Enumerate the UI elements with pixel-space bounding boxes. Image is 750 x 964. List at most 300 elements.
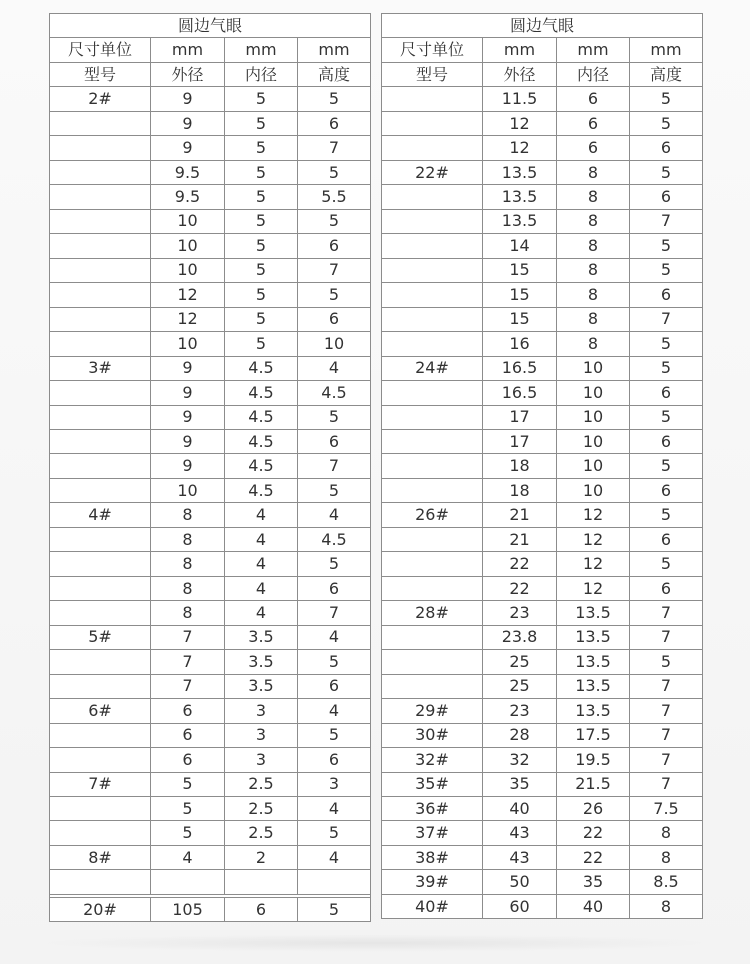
outer-diameter-cell: 15 xyxy=(483,283,557,307)
model-cell xyxy=(382,674,483,698)
model-cell: 37# xyxy=(382,821,483,845)
page-shadow xyxy=(32,934,718,952)
outer-diameter-cell: 14 xyxy=(483,234,557,258)
model-cell xyxy=(382,185,483,209)
inner-diameter-cell: 2.5 xyxy=(225,821,298,845)
height-cell: 4 xyxy=(298,797,371,821)
table-row xyxy=(382,894,703,918)
table-row xyxy=(382,405,703,429)
outer-diameter-cell: 12 xyxy=(483,136,557,160)
table-row xyxy=(50,601,371,625)
outer-diameter-cell: 17 xyxy=(483,429,557,453)
table-row xyxy=(50,234,371,258)
outer-diameter-cell: 35 xyxy=(483,772,557,796)
height-cell: 5 xyxy=(298,723,371,747)
table-row xyxy=(382,160,703,184)
table-row xyxy=(382,845,703,869)
outer-diameter-cell: 9 xyxy=(151,111,225,135)
model-cell xyxy=(382,527,483,551)
table-row xyxy=(50,381,371,405)
height-cell: 5 xyxy=(630,503,703,527)
height-cell: 7 xyxy=(298,454,371,478)
height-unit-header: mm xyxy=(298,38,371,62)
inner-diameter-cell: 13.5 xyxy=(557,699,630,723)
height-cell: 5 xyxy=(298,821,371,845)
table-row xyxy=(50,454,371,478)
table-row xyxy=(382,87,703,111)
outer-diameter-cell: 12 xyxy=(483,111,557,135)
inner-diameter-cell: 22 xyxy=(557,845,630,869)
height-cell: 6 xyxy=(630,576,703,600)
outer-diameter-cell: 15 xyxy=(483,307,557,331)
model-cell xyxy=(50,650,151,674)
table-row xyxy=(382,797,703,821)
outer-diameter-cell: 43 xyxy=(483,845,557,869)
table-row xyxy=(382,356,703,380)
table-row xyxy=(382,870,703,894)
table-row xyxy=(50,552,371,576)
table-row xyxy=(382,527,703,551)
inner-diameter-cell xyxy=(225,870,298,894)
height-cell: 7 xyxy=(298,136,371,160)
outer-diameter-cell: 7 xyxy=(151,625,225,649)
table-row xyxy=(50,136,371,160)
table-row xyxy=(382,307,703,331)
height-cell: 6 xyxy=(298,307,371,331)
table-row xyxy=(50,283,371,307)
table-title: 圆边气眼 xyxy=(382,14,703,38)
inner-diameter-cell: 5 xyxy=(225,136,298,160)
model-cell xyxy=(50,748,151,772)
outer-diameter-cell: 9 xyxy=(151,405,225,429)
model-cell xyxy=(50,185,151,209)
model-cell: 35# xyxy=(382,772,483,796)
model-cell xyxy=(50,209,151,233)
unit-header-row xyxy=(382,38,703,62)
height-cell: 10 xyxy=(298,332,371,356)
outer-diameter-cell: 13.5 xyxy=(483,160,557,184)
outer-diameter-cell: 21 xyxy=(483,527,557,551)
height-header: 高度 xyxy=(630,62,703,86)
model-cell xyxy=(50,332,151,356)
height-cell: 6 xyxy=(298,429,371,453)
outer-diameter-cell: 25 xyxy=(483,674,557,698)
model-cell: 20# xyxy=(50,897,151,921)
inner-diameter-cell: 3 xyxy=(225,699,298,723)
model-cell xyxy=(50,381,151,405)
inner-diameter-cell: 12 xyxy=(557,503,630,527)
table-row xyxy=(50,160,371,184)
inner-diameter-cell: 8 xyxy=(557,234,630,258)
table-row xyxy=(382,332,703,356)
outer-diameter-cell: 9 xyxy=(151,356,225,380)
height-cell: 7 xyxy=(630,601,703,625)
inner-diameter-cell: 8 xyxy=(557,209,630,233)
table-row xyxy=(50,576,371,600)
inner-diameter-cell: 10 xyxy=(557,454,630,478)
outer-diameter-cell: 9 xyxy=(151,381,225,405)
model-cell xyxy=(382,87,483,111)
model-cell: 36# xyxy=(382,797,483,821)
model-header: 型号 xyxy=(50,62,151,86)
inner-diameter-cell: 12 xyxy=(557,576,630,600)
inner-diameter-cell: 5 xyxy=(225,185,298,209)
outer-diameter-cell: 9 xyxy=(151,136,225,160)
outer-diameter-cell: 32 xyxy=(483,748,557,772)
model-cell xyxy=(50,478,151,502)
outer-diameter-cell: 17 xyxy=(483,405,557,429)
inner-diameter-cell: 5 xyxy=(225,209,298,233)
table-row xyxy=(382,625,703,649)
inner-diameter-cell: 4.5 xyxy=(225,405,298,429)
inner-diameter-cell: 4.5 xyxy=(225,381,298,405)
inner-diameter-cell: 2.5 xyxy=(225,797,298,821)
model-cell xyxy=(50,405,151,429)
table-row xyxy=(50,797,371,821)
height-cell: 7.5 xyxy=(630,797,703,821)
model-cell xyxy=(50,283,151,307)
height-cell: 6 xyxy=(630,478,703,502)
outer-diameter-cell: 9 xyxy=(151,454,225,478)
inner-diameter-cell: 5 xyxy=(225,258,298,282)
height-cell: 6 xyxy=(298,111,371,135)
outer-diameter-cell: 8 xyxy=(151,527,225,551)
inner-diameter-cell: 8 xyxy=(557,307,630,331)
inner-diameter-cell: 13.5 xyxy=(557,625,630,649)
outer-diameter-cell: 10 xyxy=(151,234,225,258)
table-row xyxy=(382,454,703,478)
table-row xyxy=(382,576,703,600)
table-row-last xyxy=(50,897,371,921)
inner-diameter-cell: 19.5 xyxy=(557,748,630,772)
height-cell: 4 xyxy=(298,625,371,649)
model-cell xyxy=(50,870,151,894)
inner-diameter-cell: 4 xyxy=(225,576,298,600)
table-row xyxy=(382,258,703,282)
outer-diameter-cell: 9 xyxy=(151,87,225,111)
table-row xyxy=(50,748,371,772)
table-row xyxy=(50,111,371,135)
outer-diameter-cell: 9.5 xyxy=(151,185,225,209)
height-cell: 5 xyxy=(630,87,703,111)
inner-diameter-cell: 10 xyxy=(557,381,630,405)
inner-diameter-cell: 8 xyxy=(557,258,630,282)
table-row xyxy=(50,821,371,845)
height-cell: 7 xyxy=(630,625,703,649)
model-cell xyxy=(50,576,151,600)
inner-diameter-cell: 13.5 xyxy=(557,601,630,625)
inner-diameter-cell: 10 xyxy=(557,429,630,453)
model-cell xyxy=(382,552,483,576)
inner-diameter-cell: 4 xyxy=(225,503,298,527)
outer-diameter-cell: 6 xyxy=(151,748,225,772)
table-row xyxy=(382,234,703,258)
inner-diameter-cell: 17.5 xyxy=(557,723,630,747)
table-row xyxy=(50,307,371,331)
model-cell xyxy=(50,307,151,331)
outer-diameter-cell: 7 xyxy=(151,674,225,698)
height-cell: 5 xyxy=(298,283,371,307)
model-cell xyxy=(50,111,151,135)
height-cell: 7 xyxy=(630,209,703,233)
inner-diameter-cell: 12 xyxy=(557,552,630,576)
height-cell: 5 xyxy=(630,111,703,135)
outer-diameter-cell: 4 xyxy=(151,845,225,869)
height-cell: 4.5 xyxy=(298,527,371,551)
model-cell: 24# xyxy=(382,356,483,380)
height-cell: 5 xyxy=(298,405,371,429)
model-cell xyxy=(382,283,483,307)
inner-unit-header: mm xyxy=(225,38,298,62)
height-cell: 4 xyxy=(298,699,371,723)
height-cell: 6 xyxy=(298,748,371,772)
height-header: 高度 xyxy=(298,62,371,86)
inner-diameter-cell: 10 xyxy=(557,405,630,429)
height-cell: 4 xyxy=(298,845,371,869)
model-cell xyxy=(382,136,483,160)
inner-diameter-cell: 5 xyxy=(225,160,298,184)
table-row xyxy=(50,625,371,649)
outer-diameter-cell: 22 xyxy=(483,576,557,600)
inner-diameter-cell: 5 xyxy=(225,234,298,258)
outer-diameter-cell: 10 xyxy=(151,209,225,233)
height-cell: 8 xyxy=(630,845,703,869)
inner-diameter-cell: 5 xyxy=(225,307,298,331)
table-row xyxy=(382,381,703,405)
inner-diameter-cell: 12 xyxy=(557,527,630,551)
height-cell: 6 xyxy=(630,381,703,405)
inner-diameter-cell: 3 xyxy=(225,723,298,747)
size-unit-header: 尺寸单位 xyxy=(50,38,151,62)
model-cell xyxy=(50,160,151,184)
inner-diameter-cell: 13.5 xyxy=(557,650,630,674)
inner-diameter-cell: 13.5 xyxy=(557,674,630,698)
height-cell: 7 xyxy=(630,723,703,747)
model-cell xyxy=(382,576,483,600)
table-title-row xyxy=(382,14,703,38)
model-cell xyxy=(382,454,483,478)
inner-diameter-cell: 4 xyxy=(225,552,298,576)
outer-diameter-cell: 25 xyxy=(483,650,557,674)
outer-diameter-cell: 18 xyxy=(483,478,557,502)
model-cell xyxy=(50,234,151,258)
outer-diameter-cell: 28 xyxy=(483,723,557,747)
column-header-row xyxy=(50,62,371,86)
inner-diameter-cell: 4.5 xyxy=(225,356,298,380)
inner-diameter-cell: 6 xyxy=(557,111,630,135)
height-cell: 5 xyxy=(630,234,703,258)
height-cell: 7 xyxy=(298,258,371,282)
outer-diameter-cell: 23 xyxy=(483,699,557,723)
height-cell: 8 xyxy=(630,894,703,918)
model-cell xyxy=(50,723,151,747)
height-cell: 5 xyxy=(630,160,703,184)
model-cell: 4# xyxy=(50,503,151,527)
table-row xyxy=(50,209,371,233)
inner-diameter-cell: 8 xyxy=(557,332,630,356)
inner-diameter-cell: 40 xyxy=(557,894,630,918)
outer-diameter-cell: 23 xyxy=(483,601,557,625)
outer-diameter-cell: 15 xyxy=(483,258,557,282)
outer-diameter-cell: 6 xyxy=(151,723,225,747)
inner-diameter-cell: 21.5 xyxy=(557,772,630,796)
outer-diameter-cell: 105 xyxy=(151,897,225,921)
model-cell xyxy=(50,552,151,576)
model-cell xyxy=(50,674,151,698)
outer-diameter-cell: 21 xyxy=(483,503,557,527)
outer-diameter-cell: 8 xyxy=(151,503,225,527)
inner-diameter-cell: 10 xyxy=(557,356,630,380)
height-cell: 6 xyxy=(630,429,703,453)
inner-diameter-cell: 5 xyxy=(225,111,298,135)
inner-diameter-cell: 3.5 xyxy=(225,650,298,674)
model-cell xyxy=(50,429,151,453)
model-cell: 22# xyxy=(382,160,483,184)
table-row xyxy=(382,650,703,674)
table-row xyxy=(382,283,703,307)
model-cell: 29# xyxy=(382,699,483,723)
eyelet-spec-table-left xyxy=(49,13,371,922)
eyelet-spec-table-right xyxy=(381,13,703,919)
height-cell: 6 xyxy=(298,674,371,698)
table-row xyxy=(50,699,371,723)
model-cell xyxy=(50,527,151,551)
model-cell xyxy=(382,332,483,356)
table-row xyxy=(382,552,703,576)
height-cell: 5 xyxy=(630,650,703,674)
inner-diameter-cell: 4.5 xyxy=(225,478,298,502)
table-row xyxy=(50,650,371,674)
table-row xyxy=(50,674,371,698)
model-cell: 30# xyxy=(382,723,483,747)
model-cell xyxy=(382,209,483,233)
table-row xyxy=(50,258,371,282)
model-header: 型号 xyxy=(382,62,483,86)
model-cell: 5# xyxy=(50,625,151,649)
height-cell: 3 xyxy=(298,772,371,796)
inner-diameter-cell: 5 xyxy=(225,87,298,111)
model-cell: 3# xyxy=(50,356,151,380)
model-cell xyxy=(382,429,483,453)
table-row xyxy=(382,185,703,209)
height-cell: 4 xyxy=(298,356,371,380)
outer-diameter-cell: 16.5 xyxy=(483,356,557,380)
model-cell xyxy=(50,601,151,625)
inner-diameter-cell: 22 xyxy=(557,821,630,845)
table-row xyxy=(382,478,703,502)
inner-diameter-cell: 4.5 xyxy=(225,454,298,478)
outer-diameter-cell: 8 xyxy=(151,601,225,625)
outer-diameter-cell: 7 xyxy=(151,650,225,674)
table-row xyxy=(382,503,703,527)
height-cell: 5 xyxy=(630,258,703,282)
height-cell: 6 xyxy=(298,576,371,600)
outer-diameter-cell: 6 xyxy=(151,699,225,723)
outer-diameter-cell: 60 xyxy=(483,894,557,918)
table-row xyxy=(382,748,703,772)
height-cell: 5 xyxy=(630,405,703,429)
height-cell xyxy=(298,870,371,894)
outer-diameter-cell: 10 xyxy=(151,478,225,502)
table-row xyxy=(50,185,371,209)
height-cell: 7 xyxy=(630,748,703,772)
model-cell xyxy=(50,454,151,478)
height-cell: 6 xyxy=(630,527,703,551)
table-row xyxy=(50,405,371,429)
height-cell: 8.5 xyxy=(630,870,703,894)
table-row xyxy=(382,111,703,135)
model-cell xyxy=(382,258,483,282)
inner-diameter-cell: 26 xyxy=(557,797,630,821)
model-cell xyxy=(50,821,151,845)
outer-diameter-header: 外径 xyxy=(483,62,557,86)
outer-diameter-cell: 10 xyxy=(151,258,225,282)
height-cell: 5 xyxy=(298,897,371,921)
table-row xyxy=(382,772,703,796)
inner-diameter-cell: 3 xyxy=(225,748,298,772)
size-unit-header: 尺寸单位 xyxy=(382,38,483,62)
outer-diameter-cell: 23.8 xyxy=(483,625,557,649)
height-cell: 5 xyxy=(298,87,371,111)
table-row xyxy=(50,87,371,111)
table-row xyxy=(382,601,703,625)
table-row xyxy=(382,429,703,453)
table-title-row xyxy=(50,14,371,38)
height-cell: 4.5 xyxy=(298,381,371,405)
height-cell: 5 xyxy=(298,160,371,184)
outer-diameter-cell: 5 xyxy=(151,821,225,845)
height-cell: 5.5 xyxy=(298,185,371,209)
table-row xyxy=(50,527,371,551)
model-cell xyxy=(382,625,483,649)
table-row xyxy=(50,723,371,747)
table-title: 圆边气眼 xyxy=(50,14,371,38)
outer-diameter-cell: 11.5 xyxy=(483,87,557,111)
height-cell: 6 xyxy=(630,136,703,160)
outer-diameter-cell: 40 xyxy=(483,797,557,821)
table-row xyxy=(382,209,703,233)
inner-diameter-cell: 3.5 xyxy=(225,625,298,649)
height-cell: 4 xyxy=(298,503,371,527)
outer-diameter-cell: 5 xyxy=(151,797,225,821)
outer-diameter-cell: 8 xyxy=(151,552,225,576)
model-cell xyxy=(382,381,483,405)
model-cell xyxy=(382,650,483,674)
height-cell: 6 xyxy=(630,283,703,307)
inner-diameter-cell: 5 xyxy=(225,332,298,356)
height-cell: 7 xyxy=(298,601,371,625)
inner-diameter-header: 内径 xyxy=(225,62,298,86)
table-row xyxy=(50,429,371,453)
table-row xyxy=(50,332,371,356)
inner-diameter-cell: 6 xyxy=(225,897,298,921)
table-row xyxy=(382,723,703,747)
outer-diameter-cell xyxy=(151,870,225,894)
height-cell: 6 xyxy=(298,234,371,258)
height-cell: 6 xyxy=(630,185,703,209)
height-unit-header: mm xyxy=(630,38,703,62)
inner-diameter-cell: 4.5 xyxy=(225,429,298,453)
height-cell: 7 xyxy=(630,772,703,796)
outer-diameter-cell: 50 xyxy=(483,870,557,894)
outer-diameter-cell: 10 xyxy=(151,332,225,356)
inner-diameter-cell: 3.5 xyxy=(225,674,298,698)
outer-diameter-cell: 16 xyxy=(483,332,557,356)
inner-diameter-cell: 2 xyxy=(225,845,298,869)
outer-diameter-header: 外径 xyxy=(151,62,225,86)
inner-diameter-cell: 5 xyxy=(225,283,298,307)
inner-diameter-cell: 35 xyxy=(557,870,630,894)
